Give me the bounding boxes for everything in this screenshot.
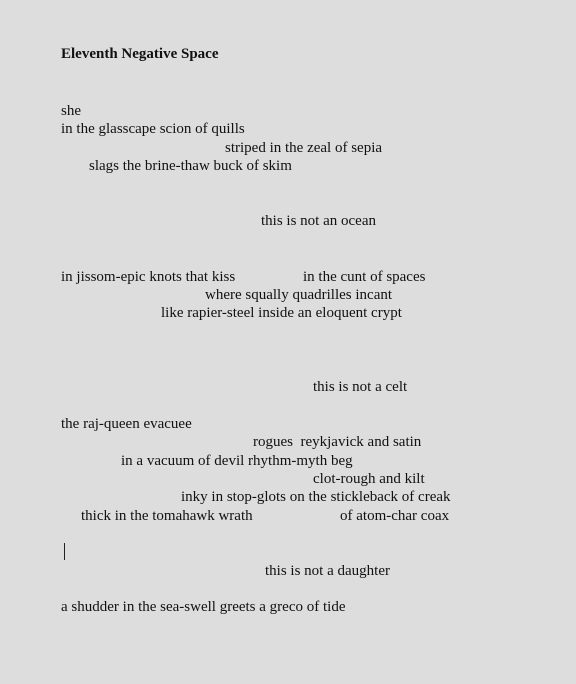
poem-title: Eleventh Negative Space [61, 46, 219, 62]
poem-line: slags the brine-thaw buck of skim [89, 158, 292, 174]
poem-line: in the glasscape scion of quills [61, 121, 245, 137]
poem-line: where squally quadrilles incant [205, 287, 393, 303]
poem-line: like rapier-steel inside an eloquent crypt [161, 305, 402, 321]
poem-line: in the cunt of spaces [303, 269, 426, 285]
poem-line: of atom-char coax [340, 508, 450, 524]
refrain-line: this is not an ocean [261, 213, 376, 229]
poem-line: inky in stop-glots on the stickleback of creak [181, 489, 451, 505]
poem-line: she [61, 103, 81, 119]
refrain-line: this is not a daughter [265, 563, 390, 579]
poem-line: in jissom-epic knots that kiss [61, 269, 236, 285]
refrain-line: this is not a celt [313, 379, 408, 395]
poem-line: a shudder in the sea-swell greets a greco of tide [61, 599, 346, 615]
poem-line: rogues reykjavick and satin [253, 434, 422, 450]
poem-line: the raj-queen evacuee [61, 416, 192, 432]
poem-line: thick in the tomahawk wrath [81, 508, 253, 524]
poem-line: in a vacuum of devil rhythm-myth beg [121, 453, 353, 469]
poem-line: clot-rough and kilt [313, 471, 425, 487]
text-cursor[interactable] [64, 543, 65, 560]
poem-line: striped in the zeal of sepia [225, 140, 383, 156]
